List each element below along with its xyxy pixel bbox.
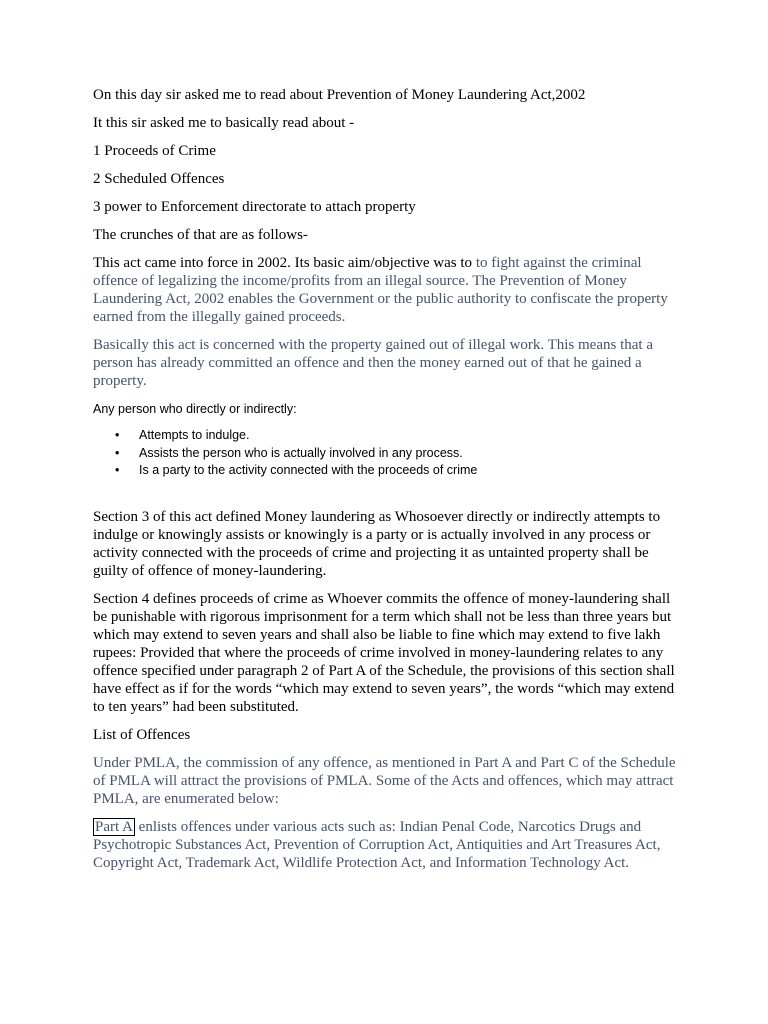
paragraph-section-4: Section 4 defines proceeds of crime as Whoever commits the offence of money-laundering shall be punishable with rigorous imprisonment for a term which shall not be less than three years but which may extend to seven years and shall also be liable to fine which may extend to five lakh rupees: Provided that where the proceeds of crime involved in money-laundering relates to any offence specified under paragraph 2 of Part A of the Schedule, the provisions of this section shall have effect as if for the words “which may extend to seven years”, the words “which may extend to ten years” had been substituted. (93, 590, 675, 715)
document-page (93, 86, 683, 882)
bullet-text: Is a party to the activity connected with the proceeds of crime (139, 463, 478, 477)
intro-line: On this day sir asked me to read about Prevention of Money Laundering Act,2002 (93, 87, 586, 103)
bullet-icon: • (115, 445, 120, 460)
bullet-text: Assists the person who is actually involved in any process. (139, 445, 463, 460)
part-a-label: Part A (95, 818, 133, 835)
paragraph-part-a (93, 818, 683, 872)
bullet-icon: • (115, 428, 120, 442)
topic-item-3: 3 power to Enforcement directorate to attach property (93, 199, 416, 215)
bullet-icon: • (115, 463, 120, 477)
crunches-line: The crunches of that are as follows- (93, 227, 308, 243)
list-item (93, 462, 683, 480)
any-person-line: Any person who directly or indirectly: (93, 402, 297, 416)
act-into-force-text: This act came into force in 2002. Its basic aim/objective was to (93, 255, 473, 271)
bullet-list (93, 427, 683, 480)
bullet-text: Attempts to indulge. (139, 428, 250, 442)
list-item (93, 445, 683, 463)
part-a-text: enlists offences under various acts such as: Indian Penal Code, Narcotics Drugs and Psychotropic Substances Act, Prevention of Corruption Act, Antiquities and Art Treasures Act, Copyright Act, Trademark Act, Wildlife Protection Act, and Information Technology Act. (93, 818, 661, 871)
act-objective-text: to fight against the criminal offence of legalizing the income/profits from an illegal source. The Prevention of Money Laundering Act, 2002 enables the Government or the public authority to confiscate the property earned from the illegally gained proceeds. (93, 255, 668, 325)
paragraph-basically: Basically this act is concerned with the property gained out of illegal work. This means that a person has already committed an offence and then the money earned out of that he gained a property. (93, 337, 653, 389)
topic-item-1: 1 Proceeds of Crime (93, 143, 216, 159)
list-of-offences-heading: List of Offences (93, 726, 191, 743)
sub-intro-line: It this sir asked me to basically read about - (93, 115, 355, 131)
paragraph-pmla: Under PMLA, the commission of any offence, as mentioned in Part A and Part C of the Schedule of PMLA will attract the provisions of PMLA. Some of the Acts and offences, which may attract PMLA, are enumerated below: (93, 754, 676, 807)
list-item (93, 427, 683, 445)
paragraph-act-into-force (93, 254, 683, 326)
paragraph-section-3: Section 3 of this act defined Money laundering as Whosoever directly or indirectly attempts to indulge or knowingly assists or knowingly is a party or is actually involved in any process or activity connected with the proceeds of crime and projecting it as untainted property shall be guilty of offence of money-laundering. (93, 508, 661, 579)
topic-item-2: 2 Scheduled Offences (93, 171, 225, 187)
